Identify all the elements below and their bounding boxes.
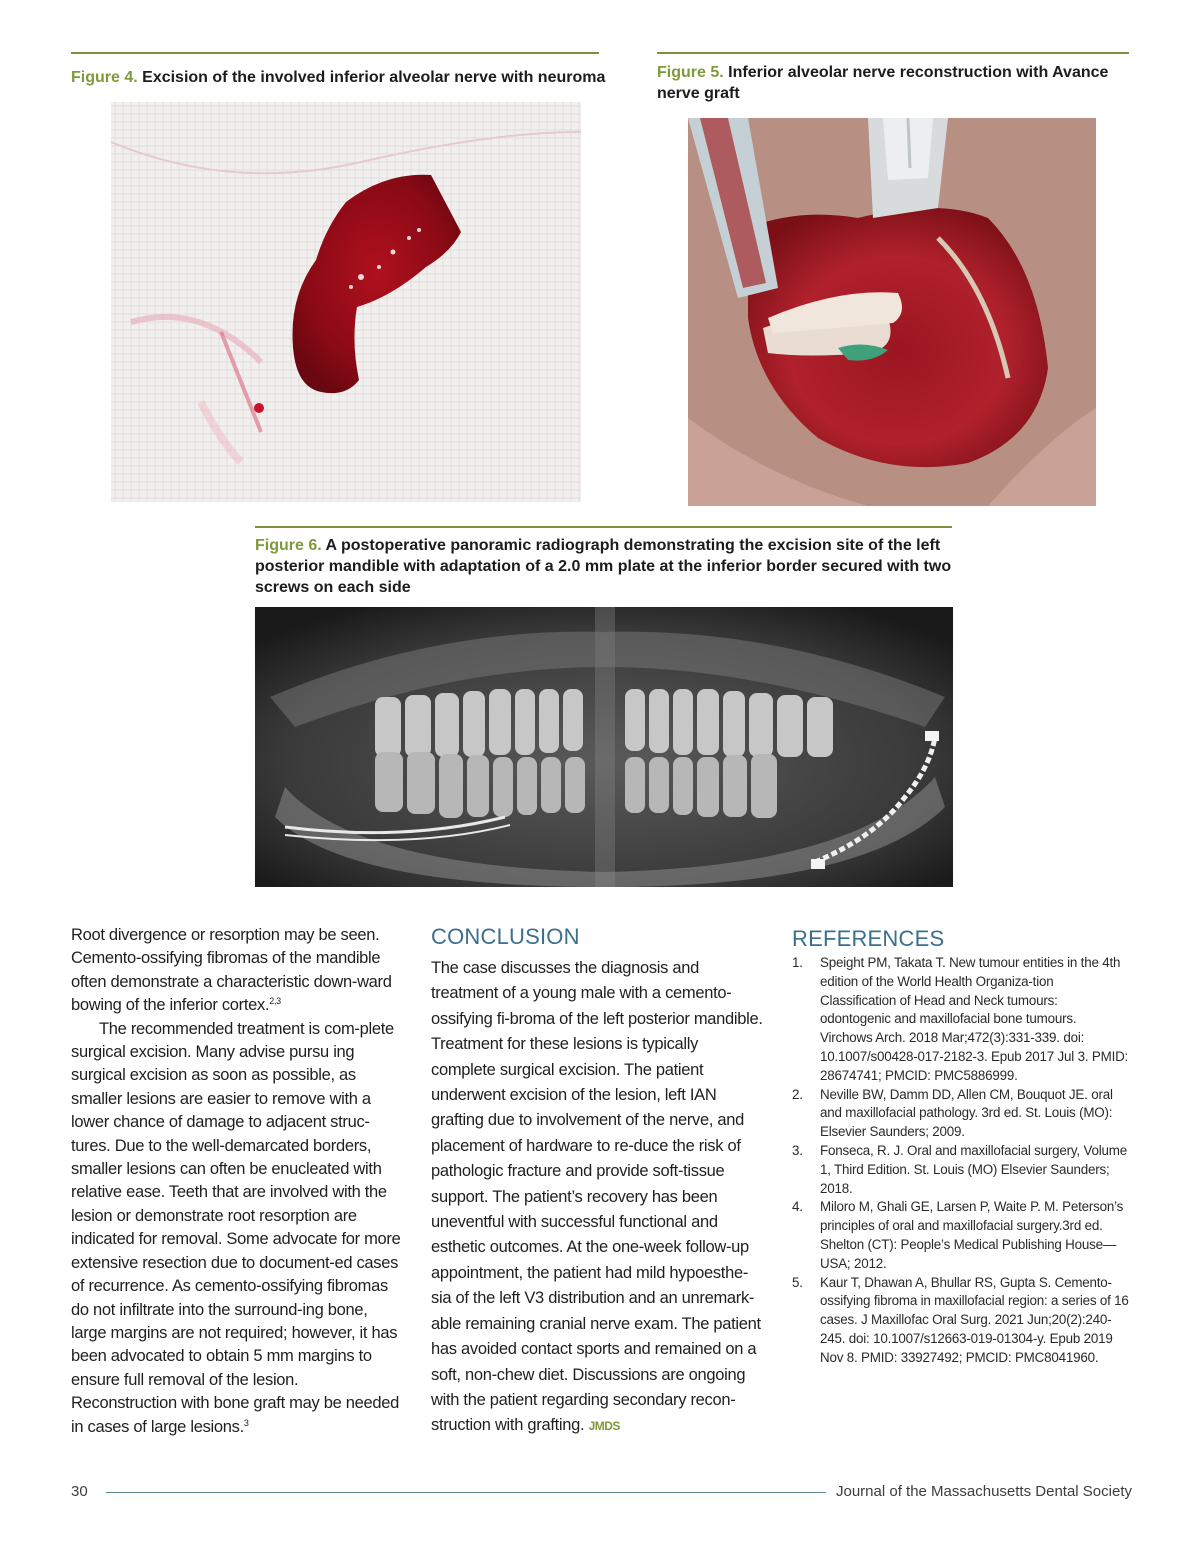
reference-number: 4. [792,1199,803,1215]
reference-number: 1. [792,955,803,970]
figure5-caption-text: Inferior alveolar nerve reconstruction with Avance nerve graft [657,64,1109,102]
figure6-caption-text: A postoperative panoramic radiograph demonstrating the excision site of the left posterior mandible with adaptation of a 2.0 mm plate at the inferior border secured with two screws on each side [255,537,952,596]
reference-item [792,1142,1129,1198]
figure6-label: Figure 6. [255,537,322,554]
journal-name: Journal of the Massachusetts Dental Society [836,1483,1132,1500]
jmds-end-mark: JMDS [588,1419,620,1434]
reference-number: 3. [792,1142,803,1158]
figure4-label: Figure 4. [71,69,138,86]
reference-item [792,1198,1129,1273]
left-paragraph-2 [71,1018,404,1439]
reference-number: 2. [792,1086,803,1102]
left-paragraph-1-text: Root divergence or resorption may be seen. Cemento-ossifying fibromas of the mandible often demonstrate a characteristic down-ward bowing of the inferior cortex. [71,926,392,1015]
figure4-caption [71,67,611,88]
figure4-caption-text: Excision of the involved inferior alveolar nerve with neuroma [142,69,606,86]
left-paragraph-2-text: The recommended treatment is com-plete surgical excision. Many advise pursu ing surgical excision as soon as possible, as smaller lesions are easier to remove with a lower chance of damage to adjacent struc-tures. Due to the well-demarcated borders, smaller lesions can often be enucleated with relative ease. Teeth that are involved with the lesion or demonstrate root resorption are indicated for removal. Some advocate for more extensive resection due to document-ed cases of recurrence. As cemento-ossifying fibromas do not infiltrate into the surround-ing bone, large margins are not required; however, it has been advocated to obtain 5 mm margins to ensure full removal of the lesion. Reconstruction with bone graft may be needed in cases of large lesions. [71,1019,401,1436]
conclusion-text: The case discusses the diagnosis and treatment of a young male with a cemento-ossifying fi-broma of the left posterior mandible. Treatment for these lesions is typically complete surgical excision. The patient underwent excision of the lesion, left IAN grafting due to involvement of the nerve, and placement of hardware to re-duce the risk of pathologic fracture and provide soft-tissue support. The patient’s recovery has been uneventful with successful functional and esthetic outcomes. At the one-week follow-up appointment, the patient had mild hypoesthe-sia of the left V3 distribution and an unremark-able remaining cranial nerve exam. The patient has avoided contact sports and remained on a soft, non-chew diet. Discussions are ongoing with the patient regarding secondary recon-struction with grafting. [431,959,763,1435]
figure5-top-rule [657,52,1129,54]
figure4-top-rule [71,52,599,54]
conclusion-body [431,956,765,1440]
reference-text: Kaur T, Dhawan A, Bhullar RS, Gupta S. Cemento-ossifying fibroma in maxillofacial region: a series of 16 cases. J Maxillofac Oral Surg. 2021 Jun;20(2):240-245. doi: 10.1007/s12663-019-01304-y. Epub 2019 Nov 8. PMID: 33927492; PMCID: PMC8041960. [820,1274,1129,1365]
references-section [792,926,1129,1368]
figure5-photo [688,118,1096,506]
left-column [71,924,404,1439]
reference-item [792,1086,1129,1142]
figure6-caption [255,535,955,598]
left-paragraph-1-citation: 2,3 [269,996,281,1007]
reference-item [792,1274,1129,1368]
figure4-photo [111,102,581,502]
references-heading: REFERENCES [792,926,945,951]
reference-text: Neville BW, Damm DD, Allen CM, Bouquot JE. oral and maxillofacial pathology. 3rd ed. St. Louis (MO): Elsevier Saunders; 2009. [820,1086,1113,1140]
page-number: 30 [71,1483,88,1500]
reference-text: Speight PM, Takata T. New tumour entities in the 4th edition of the World Health Organiza-tion Classification of Head and Neck tumours: odontogenic and maxillofacial bone tumours. Virchows Arch. 2018 Mar;472(3):331-339. doi: 10.1007/s00428-017-2182-3. Epub 2017 Jul 3. PMID: 28674741; PMCID: PMC5886999. [820,955,1129,1083]
conclusion-section [431,924,765,1440]
left-paragraph-2-citation: 3 [243,1417,249,1428]
figure6-radiograph [255,607,953,887]
reference-text: Fonseca, R. J. Oral and maxillofacial surgery, Volume 1, Third Edition. St. Louis (MO) Elsevier Saunders; 2018. [820,1142,1127,1196]
figure5-label: Figure 5. [657,64,724,81]
reference-text: Miloro M, Ghali GE, Larsen P, Waite P. M. Peterson’s principles of oral and maxillofacial surgery.3rd ed. Shelton (CT): People’s Medical Publishing House—USA; 2012. [820,1199,1124,1271]
footer-rule [106,1492,826,1493]
reference-item [792,954,1129,1086]
references-list [792,954,1129,1368]
figure6-top-rule [255,526,952,528]
left-paragraph-1 [71,924,404,1018]
figure5-caption [657,62,1127,104]
conclusion-heading: CONCLUSION [431,924,580,949]
reference-number: 5. [792,1274,803,1290]
